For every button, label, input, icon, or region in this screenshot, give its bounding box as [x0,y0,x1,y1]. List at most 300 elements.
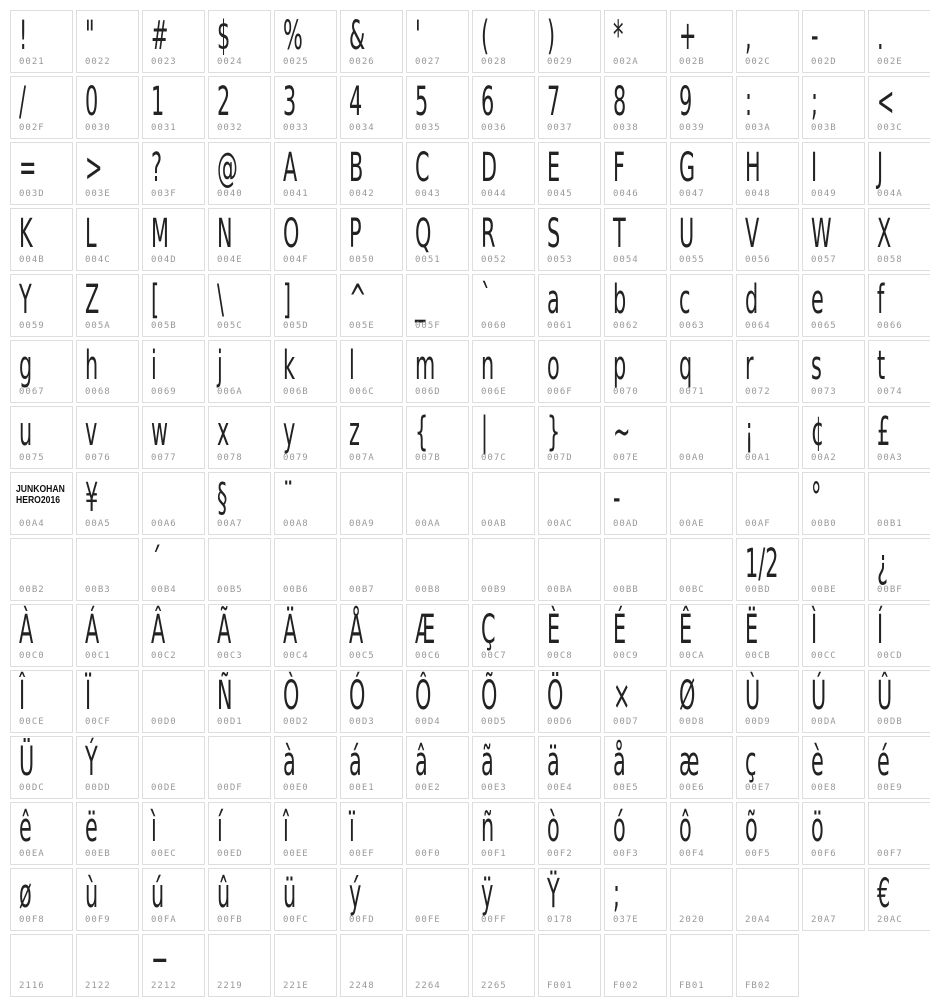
glyph-cell [406,340,469,403]
glyph-cell [472,340,535,403]
glyph-cell [76,604,139,667]
glyph-cell [406,142,469,205]
glyph-cell [142,10,205,73]
glyph-cell [472,406,535,469]
glyph: ~ [613,409,631,455]
glyph-cell [670,472,733,535]
glyph-cell [868,76,930,139]
glyph-code-label: 006D [415,387,441,397]
glyph-code-label: 0065 [811,321,837,331]
glyph-code-label: F002 [613,981,639,991]
glyph-cell [868,10,930,73]
glyph: 7 [547,79,561,125]
glyph-code-label: 0063 [679,321,705,331]
glyph-code-label: 00CE [19,717,45,727]
glyph-code-label: 0077 [151,453,177,463]
glyph-cell [274,142,337,205]
glyph-cell [406,472,469,535]
glyph-cell [274,76,337,139]
glyph-cell [670,934,733,997]
glyph: § [217,475,228,521]
glyph: ^ [349,277,367,323]
glyph-cell [802,802,865,865]
glyph-code-label: 006B [283,387,309,397]
glyph-cell [10,538,73,601]
glyph-cell [142,736,205,799]
glyph: m [415,343,436,389]
glyph: Ó [349,673,366,719]
glyph-cell [670,208,733,271]
glyph-cell [472,604,535,667]
glyph-cell [76,340,139,403]
glyph-code-label: 00D3 [349,717,375,727]
glyph-code-label: 00D6 [547,717,573,727]
glyph-cell [406,868,469,931]
glyph-code-label: 00C1 [85,651,111,661]
glyph-code-label: 037E [613,915,639,925]
glyph: p [613,343,627,389]
glyph: ' [415,13,421,59]
glyph-cell [868,142,930,205]
glyph-code-label: 00B6 [283,585,309,595]
glyph-cell [538,76,601,139]
glyph-cell [736,538,799,601]
glyph-cell [340,76,403,139]
glyph: ¨ [283,475,294,521]
glyph-cell [868,208,930,271]
glyph: ¡ [745,409,754,455]
glyph-code-label: 005D [283,321,309,331]
glyph: N [217,211,233,257]
glyph-cell [868,604,930,667]
glyph-code-label: 00EB [85,849,111,859]
glyph-cell [274,802,337,865]
glyph-code-label: 00F2 [547,849,573,859]
glyph-code-label: 0066 [877,321,903,331]
glyph-code-label: 0058 [877,255,903,265]
glyph-cell [868,274,930,337]
glyph-cell [10,604,73,667]
glyph-code-label: 002A [613,57,639,67]
glyph: E [547,145,561,191]
glyph-code-label: 00ED [217,849,243,859]
glyph: è [811,739,824,785]
glyph-cell [76,868,139,931]
glyph-cell [340,736,403,799]
glyph: ä [547,739,560,785]
glyph-code-label: 00DF [217,783,243,793]
glyph: $ [217,13,231,59]
glyph-cell [10,736,73,799]
glyph-cell [76,406,139,469]
glyph-code-label: 003F [151,189,177,199]
glyph-code-label: 0043 [415,189,441,199]
glyph-cell [76,76,139,139]
glyph: G [679,145,696,191]
glyph-code-label: FB01 [679,981,705,991]
glyph-code-label: 003C [877,123,903,133]
glyph-cell [274,736,337,799]
glyph: £ [877,409,891,455]
glyph-cell [736,76,799,139]
glyph-code-label: 00E3 [481,783,507,793]
glyph-code-label: 00C8 [547,651,573,661]
glyph-cell [802,406,865,469]
glyph-cell [472,934,535,997]
glyph-cell [736,670,799,733]
glyph-code-label: 002E [877,57,903,67]
glyph-code-label: 00B1 [877,519,903,529]
glyph-cell [142,340,205,403]
glyph: ã [481,739,494,785]
glyph: u [19,409,33,455]
glyph-cell [208,142,271,205]
glyph-code-label: 0051 [415,255,441,265]
glyph-code-label: 00CD [877,651,903,661]
glyph: Õ [481,673,498,719]
glyph: # [151,13,169,59]
glyph-code-label: 00D7 [613,717,639,727]
glyph: B [349,145,364,191]
glyph-code-label: 00C4 [283,651,309,661]
glyph-code-label: 0050 [349,255,375,265]
glyph: Ô [415,673,432,719]
glyph: Á [85,607,100,653]
glyph-cell [10,472,73,535]
glyph: [ [151,277,160,323]
glyph-cell [340,868,403,931]
glyph-code-label: 005B [151,321,177,331]
glyph-cell [670,274,733,337]
glyph-code-label: 003E [85,189,111,199]
glyph-cell [76,670,139,733]
glyph-cell [142,274,205,337]
glyph-cell [406,208,469,271]
glyph-code-label: 007B [415,453,441,463]
glyph-cell [868,868,930,931]
glyph-code-label: 00B3 [85,585,111,595]
glyph-cell [406,934,469,997]
glyph-cell [274,208,337,271]
glyph: Ý [85,739,98,785]
glyph-cell [604,802,667,865]
glyph-cell [472,10,535,73]
glyph: ¢ [811,409,825,455]
glyph-code-label: 00AA [415,519,441,529]
glyph-cell [10,76,73,139]
glyph-code-label: 005A [85,321,111,331]
glyph-code-label: 00B9 [481,585,507,595]
glyph: V [745,211,760,257]
glyph-code-label: 2116 [19,981,45,991]
glyph: q [679,343,693,389]
glyph-cell [274,406,337,469]
glyph-cell [76,274,139,337]
glyph-cell [538,208,601,271]
glyph-cell [340,934,403,997]
glyph: " [85,13,95,59]
glyph: ° [811,475,822,521]
glyph-cell [802,538,865,601]
glyph-cell [538,934,601,997]
glyph: | [481,409,489,455]
glyph-code-label: 0024 [217,57,243,67]
glyph: × [613,673,631,719]
glyph: È [547,607,561,653]
glyph-cell [10,340,73,403]
glyph-cell [802,868,865,931]
glyph-cell [736,340,799,403]
glyph-cell [10,10,73,73]
glyph: − [151,937,169,983]
glyph: ï [349,805,355,851]
glyph: / [19,79,27,125]
glyph-code-label: 00DA [811,717,837,727]
glyph-code-label: 00BF [877,585,903,595]
glyph-code-label: 0030 [85,123,111,133]
glyph-cell [868,736,930,799]
glyph: Î [19,673,26,719]
glyph-cell [736,802,799,865]
glyph-code-label: 004F [283,255,309,265]
glyph-cell [340,472,403,535]
glyph-code-label: 00E8 [811,783,837,793]
glyph-cell [736,142,799,205]
glyph-cell [604,670,667,733]
glyph-cell [274,604,337,667]
glyph-cell [736,934,799,997]
glyph-code-label: 00C7 [481,651,507,661]
glyph: d [745,277,759,323]
glyph-code-label: 20AC [877,915,903,925]
glyph-cell [76,802,139,865]
glyph-cell [142,868,205,931]
glyph-cell [604,406,667,469]
glyph-cell [736,472,799,535]
glyph-code-label: 0062 [613,321,639,331]
glyph: l [349,343,355,389]
glyph-cell [670,802,733,865]
glyph-cell [142,538,205,601]
glyph-cell [208,274,271,337]
glyph-code-label: 0031 [151,123,177,133]
glyph: & [349,13,366,59]
glyph-cell [274,340,337,403]
glyph-cell [538,868,601,931]
glyph-code-label: 0048 [745,189,771,199]
glyph-cell [406,802,469,865]
glyph-code-label: 2264 [415,981,441,991]
glyph: Ú [811,673,827,719]
glyph-cell [538,142,601,205]
glyph-code-label: 2212 [151,981,177,991]
glyph-cell [670,406,733,469]
glyph: 1/2 [745,541,779,587]
glyph-cell [736,736,799,799]
glyph-cell [208,670,271,733]
glyph-cell [208,538,271,601]
glyph-cell [538,538,601,601]
glyph: K [19,211,33,257]
glyph: S [547,211,561,257]
glyph-code-label: 00E9 [877,783,903,793]
glyph-cell [538,472,601,535]
glyph: C [415,145,430,191]
glyph-code-label: 006E [481,387,507,397]
glyph-code-label: F001 [547,981,573,991]
glyph-cell [340,538,403,601]
glyph-cell [340,274,403,337]
glyph-cell [736,868,799,931]
glyph-cell [802,274,865,337]
glyph-code-label: 00FC [283,915,309,925]
glyph: ¿ [877,541,889,587]
glyph: à [283,739,296,785]
glyph: ô [679,805,692,851]
glyph-cell [538,340,601,403]
glyph-code-label: 0072 [745,387,771,397]
glyph: - [613,475,621,521]
glyph: % [283,13,303,59]
glyph-code-label: 00C5 [349,651,375,661]
glyph-code-label: 00B8 [415,585,441,595]
glyph-cell [10,274,73,337]
glyph-cell [208,340,271,403]
glyph: ñ [481,805,495,851]
glyph-code-label: 0049 [811,189,837,199]
glyph: ú [151,871,165,917]
glyph: ø [19,871,32,917]
glyph-cell [670,604,733,667]
glyph-code-label: 002D [811,57,837,67]
glyph-code-label: 00AC [547,519,573,529]
glyph: , [745,13,752,59]
glyph-code-label: 007D [547,453,573,463]
glyph: z [349,409,360,455]
glyph-code-label: 00B5 [217,585,243,595]
glyph-code-label: 003A [745,123,771,133]
glyph-cell [868,340,930,403]
glyph-cell [604,538,667,601]
character-map-grid [10,10,930,997]
glyph-code-label: 00D2 [283,717,309,727]
glyph-cell [604,604,667,667]
glyph-code-label: 0022 [85,57,111,67]
glyph: ] [283,277,292,323]
glyph: c [679,277,691,323]
glyph-cell [670,736,733,799]
glyph-code-label: 0032 [217,123,243,133]
glyph-cell [670,538,733,601]
glyph-code-label: 00F4 [679,849,705,859]
glyph-code-label: 2219 [217,981,243,991]
glyph-code-label: 00CF [85,717,111,727]
glyph-code-label: 00BD [745,585,771,595]
glyph: Í [877,607,884,653]
glyph-cell [802,142,865,205]
glyph-code-label: 00B7 [349,585,375,595]
glyph-code-label: 00A5 [85,519,111,529]
glyph-cell [274,868,337,931]
glyph-code-label: 0070 [613,387,639,397]
glyph: Ò [283,673,300,719]
glyph: á [349,739,362,785]
glyph-code-label: 00FB [217,915,243,925]
glyph-code-label: 0040 [217,189,243,199]
glyph: = [19,145,37,191]
glyph-cell [604,868,667,931]
glyph-code-label: 003B [811,123,837,133]
glyph: b [613,277,627,323]
glyph: J [877,145,884,191]
glyph: é [877,739,890,785]
glyph: \ [217,277,225,323]
glyph-code-label: 006A [217,387,243,397]
glyph: å [613,739,626,785]
glyph-cell [868,670,930,733]
glyph-cell [868,802,930,865]
glyph-code-label: 00BA [547,585,573,595]
glyph-cell [406,604,469,667]
glyph-cell [868,472,930,535]
glyph-cell [736,604,799,667]
glyph-code-label: 00E7 [745,783,771,793]
glyph: } [547,409,561,455]
glyph-cell [340,604,403,667]
glyph-code-label: 00E1 [349,783,375,793]
glyph-code-label: 00F0 [415,849,441,859]
glyph-code-label: 00FE [415,915,441,925]
glyph-code-label: 004C [85,255,111,265]
glyph-cell [670,868,733,931]
glyph: y [283,409,296,455]
glyph-cell [142,604,205,667]
glyph-code-label: 2122 [85,981,111,991]
glyph-code-label: 00F6 [811,849,837,859]
glyph: H [745,145,761,191]
glyph-cell [670,340,733,403]
glyph-code-label: 0074 [877,387,903,397]
glyph: - [811,13,819,59]
glyph-code-label: 0036 [481,123,507,133]
glyph-code-label: 0039 [679,123,705,133]
glyph-code-label: 0035 [415,123,441,133]
glyph-code-label: 005E [349,321,375,331]
glyph-cell [736,406,799,469]
glyph: Ã [217,607,232,653]
glyph-code-label: 00F9 [85,915,111,925]
glyph: Å [349,607,364,653]
glyph: Ï [85,673,92,719]
glyph: ´ [151,541,162,587]
glyph-cell [472,868,535,931]
glyph: n [481,343,495,389]
glyph: 0 [85,79,99,125]
glyph-cell [406,274,469,337]
glyph-code-label: 002C [745,57,771,67]
glyph-code-label: 0028 [481,57,507,67]
glyph-code-label: 004B [19,255,45,265]
glyph: É [613,607,627,653]
foundry-logo: JUNKOHAN HERO2016 [16,483,65,507]
glyph-code-label: 00D9 [745,717,771,727]
glyph-cell [736,10,799,73]
glyph-code-label: 00D8 [679,717,705,727]
glyph-cell [10,868,73,931]
glyph-cell [208,736,271,799]
glyph-cell [802,340,865,403]
glyph-cell [802,472,865,535]
